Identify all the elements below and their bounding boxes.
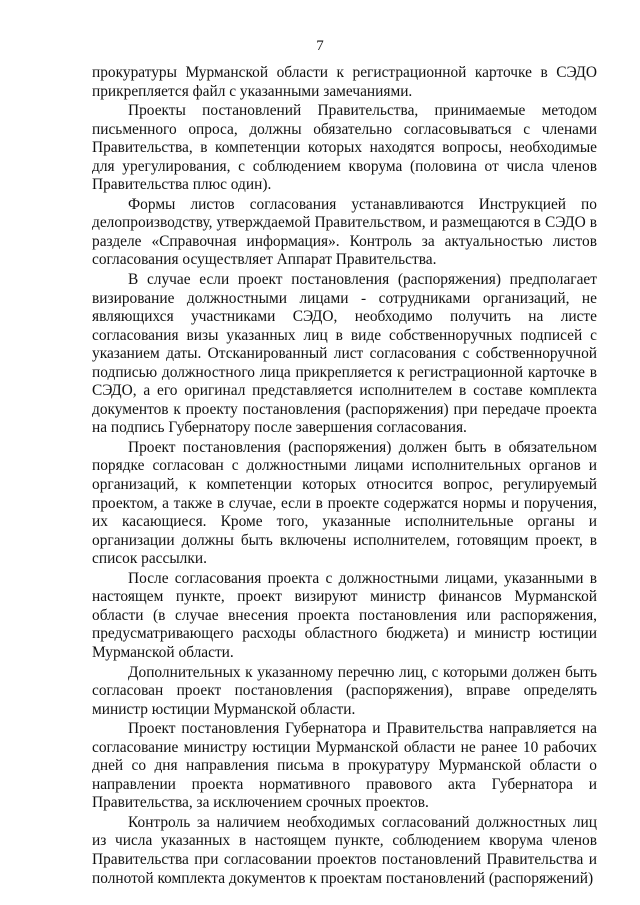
paragraph-approval-sheet-forms: Формы листов согласования устанавливаются Инструкцией по делопроизводству, утверждаемой Правительством, и размещаются в СЭДО в разделе «Справочная информация». Контроль за актуальностью листов согласования осуществляет Аппарат Правительства. bbox=[92, 195, 597, 269]
page-number: 7 bbox=[316, 38, 324, 54]
paragraph-control: Контроль за наличием необходимых согласований должностных лиц из числа указанных в настоящем пункте, соблюдением кворума членов Правительства при согласовании проектов постановлений Правительства и полнотой комплекта документов к проектам постановлений (распоряжений) bbox=[92, 813, 597, 887]
paragraph-justice-ministry-deadline: Проект постановления Губернатора и Правительства направляется на согласование министру юстиции Мурманской области не ранее 10 рабочих дней со дня направления письма в прокуратуру Мурманской области о направлении проекта нормативного правового акта Губернатора и Правительства, за исключением срочных проектов. bbox=[92, 720, 597, 812]
paragraph-written-poll-approval: Проекты постановлений Правительства, принимаемые методом письменного опроса, должны обязательно согласовываться с членами Правительства, в компетенции которых находятся вопросы, необходимые для урегулирования, с соблюдением кворума (половина от числа членов Правительства плюс один). bbox=[92, 102, 597, 194]
paragraph-mandatory-approval: Проект постановления (распоряжения) должен быть в обязательном порядке согласован с должностными лицами исполнительных органов и организаций, к компетенции которых относится вопрос, регулируемый проектом, а также в случае, если в проекте содержатся нормы и поручения, их касающиеся. Кроме того, указанные исполнительные органы и организации должны быть включены исполнителем, готовящим проект, в список рассылки. bbox=[92, 438, 597, 568]
document-body bbox=[92, 64, 597, 888]
paragraph-continuation: прокуратуры Мурманской области к регистрационной карточке в СЭДО прикрепляется файл с указанными замечаниями. bbox=[92, 64, 597, 100]
paragraph-additional-persons: Дополнительных к указанному перечню лиц, с которыми должен быть согласован проект постановления (распоряжения), вправе определять министр юстиции Мурманской области. bbox=[92, 663, 597, 718]
paragraph-ministers-visa: После согласования проекта с должностными лицами, указанными в настоящем пункте, проект визируют министр финансов Мурманской области (в случае внесения проекта постановления или распоряжения, предусматривающего расходы областного бюджета) и министр юстиции Мурманской области. bbox=[92, 569, 597, 661]
paragraph-external-visas: В случае если проект постановления (распоряжения) предполагает визирование должностными лицами - сотрудниками организаций, не являющихся участниками СЭДО, необходимо получить на листе согласования визы указанных лиц в виде собственноручных подписей с указанием даты. Отсканированный лист согласования с собственноручной подписью должностного лица прикрепляется к регистрационной карточке в СЭДО, а его оригинал представляется исполнителем в составе комплекта документов к проекту постановления (распоряжения) при передаче проекта на подпись Губернатору после завершения согласования. bbox=[92, 271, 597, 437]
